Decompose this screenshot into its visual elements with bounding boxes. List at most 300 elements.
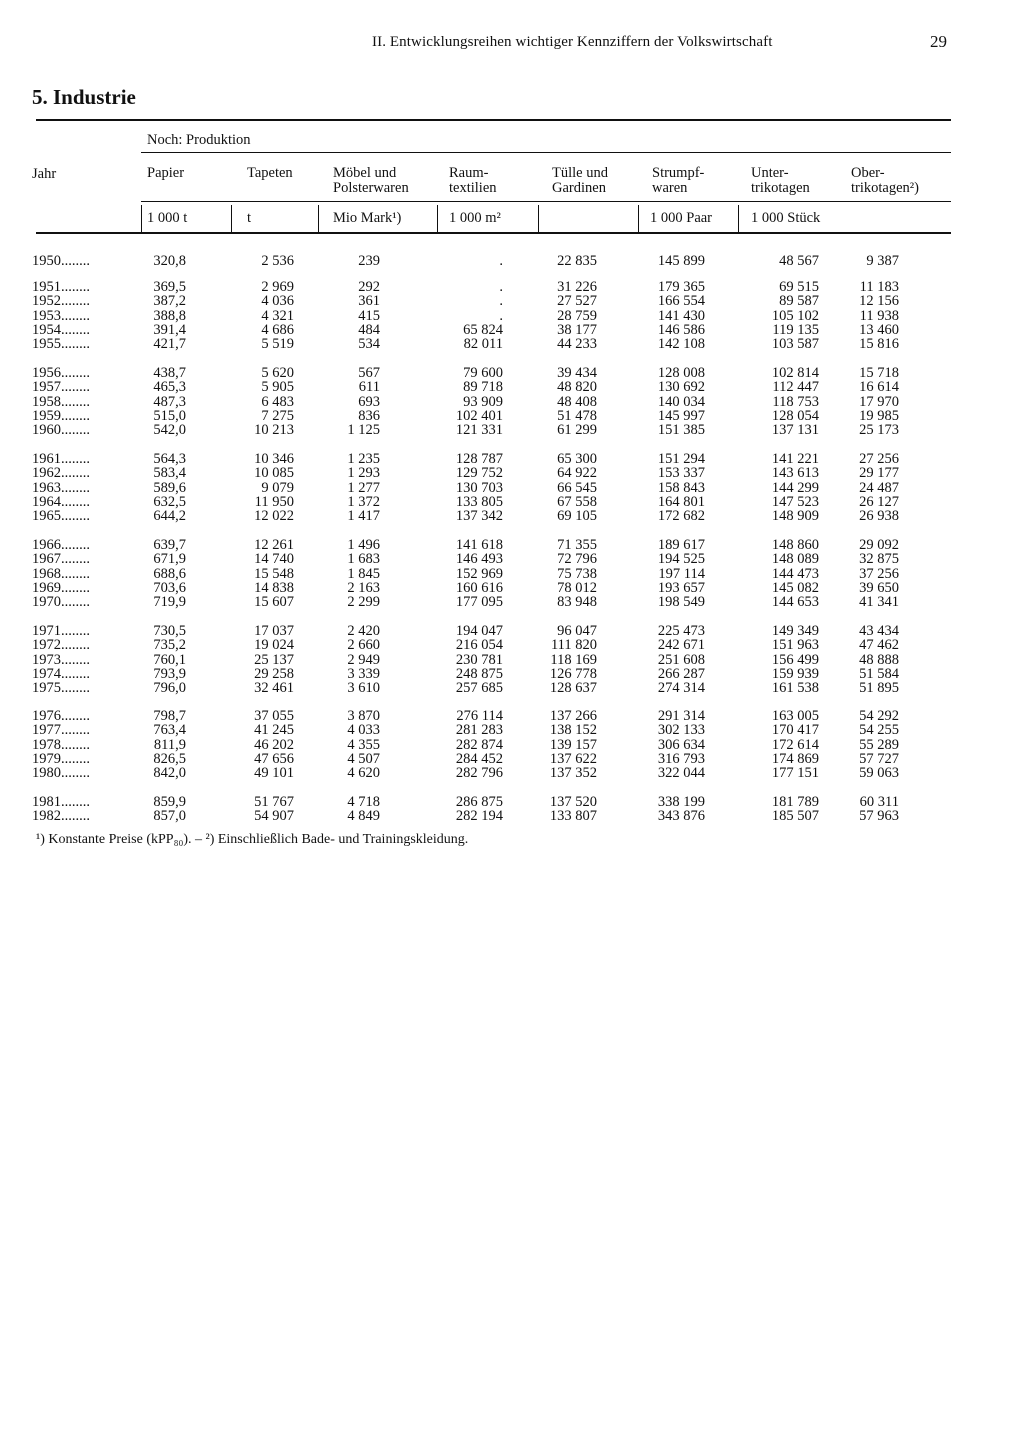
unit-strumpfwaren: 1 000 Paar bbox=[650, 210, 713, 226]
value-cell: 128 637 bbox=[549, 680, 597, 697]
value-cell: 369,5 bbox=[153, 279, 186, 295]
value-cell: 145 899 bbox=[657, 253, 705, 269]
unit-bracket-raum-right bbox=[538, 205, 539, 232]
value-cell: 151 963 bbox=[771, 637, 819, 654]
year-cell: 1982........ bbox=[32, 808, 90, 825]
value-cell: 1 845 bbox=[347, 565, 380, 582]
value-cell: 148 860 bbox=[771, 537, 819, 553]
value-cell: 12 261 bbox=[254, 537, 294, 553]
value-cell: 194 047 bbox=[455, 623, 503, 639]
value-cell: 284 452 bbox=[455, 750, 503, 767]
value-cell: 1 496 bbox=[347, 537, 380, 553]
value-cell: 564,3 bbox=[153, 451, 186, 467]
value-cell: 1 125 bbox=[347, 422, 380, 439]
value-cell: 83 948 bbox=[557, 594, 597, 611]
value-cell: 172 614 bbox=[771, 736, 819, 753]
table-row bbox=[0, 809, 1024, 823]
value-cell: 145 997 bbox=[657, 407, 705, 424]
value-cell: 194 525 bbox=[657, 551, 705, 568]
value-cell: 51 478 bbox=[557, 407, 597, 424]
value-cell: 179 365 bbox=[657, 279, 705, 295]
value-cell: 137 342 bbox=[455, 508, 503, 525]
value-cell: 61 299 bbox=[557, 422, 597, 439]
footnotes: ¹) Konstante Preise (kPP₈₀). – ²) Einschließlich Bade- und Trainingskleidung. bbox=[36, 832, 469, 847]
value-cell: 143 613 bbox=[771, 465, 819, 482]
value-cell: 130 703 bbox=[455, 479, 503, 496]
value-cell: 133 805 bbox=[455, 493, 503, 510]
value-cell: 1 235 bbox=[347, 451, 380, 467]
value-cell: 146 493 bbox=[455, 551, 503, 568]
unit-raumtextilien: 1 000 m² bbox=[449, 210, 501, 226]
value-cell: 160 616 bbox=[455, 579, 503, 596]
value-cell: 29 092 bbox=[859, 537, 899, 553]
value-cell: 89 587 bbox=[779, 293, 819, 310]
table-row bbox=[0, 766, 1024, 780]
year-cell: 1962........ bbox=[32, 465, 90, 482]
value-cell: 72 796 bbox=[557, 551, 597, 568]
value-cell: 465,3 bbox=[153, 379, 186, 396]
year-cell: 1969........ bbox=[32, 579, 90, 596]
table-row bbox=[0, 294, 1024, 308]
value-cell: 4 036 bbox=[261, 293, 294, 310]
table-row bbox=[0, 423, 1024, 437]
year-cell: 1964........ bbox=[32, 493, 90, 510]
table-row bbox=[0, 638, 1024, 652]
table-row bbox=[0, 795, 1024, 809]
value-cell: 128 008 bbox=[657, 365, 705, 381]
year-header: Jahr bbox=[32, 166, 57, 182]
value-cell: 242 671 bbox=[657, 637, 705, 654]
value-cell: 69 105 bbox=[557, 508, 597, 525]
value-cell: 6 483 bbox=[261, 393, 294, 410]
value-cell: 2 949 bbox=[347, 651, 380, 668]
value-cell: 126 778 bbox=[549, 665, 597, 682]
value-cell: 141 221 bbox=[771, 451, 819, 467]
value-cell: 55 289 bbox=[859, 736, 899, 753]
value-cell: 19 024 bbox=[254, 637, 294, 654]
year-cell: 1953........ bbox=[32, 307, 90, 324]
value-cell: 51 895 bbox=[859, 680, 899, 697]
value-cell: 10 085 bbox=[254, 465, 294, 482]
value-cell: 22 835 bbox=[557, 253, 597, 269]
year-cell: 1968........ bbox=[32, 565, 90, 582]
value-cell: 138 152 bbox=[549, 722, 597, 739]
unit-papier: 1 000 t bbox=[147, 210, 188, 226]
value-cell: 39 650 bbox=[859, 579, 899, 596]
value-cell: 282 796 bbox=[455, 765, 503, 782]
value-cell: 137 622 bbox=[549, 750, 597, 767]
value-cell: 119 135 bbox=[772, 321, 819, 338]
value-cell: 3 870 bbox=[347, 708, 380, 724]
value-cell: 688,6 bbox=[153, 565, 186, 582]
value-cell: 48 567 bbox=[779, 253, 819, 269]
header-rule bbox=[141, 201, 951, 202]
value-cell: 65 824 bbox=[463, 321, 503, 338]
value-cell: 177 095 bbox=[455, 594, 503, 611]
value-cell: 826,5 bbox=[153, 750, 186, 767]
table-row bbox=[0, 653, 1024, 667]
table-row bbox=[0, 723, 1024, 737]
value-cell: 66 545 bbox=[557, 479, 597, 496]
value-cell: 96 047 bbox=[557, 623, 597, 639]
value-cell: 5 620 bbox=[261, 365, 294, 381]
value-cell: 583,4 bbox=[153, 465, 186, 482]
units-rule bbox=[36, 232, 951, 234]
value-cell: 151 294 bbox=[657, 451, 705, 467]
value-cell: 102 401 bbox=[455, 407, 503, 424]
value-cell: 320,8 bbox=[153, 253, 186, 269]
value-cell: 174 869 bbox=[771, 750, 819, 767]
table-row bbox=[0, 409, 1024, 423]
value-cell: 286 875 bbox=[455, 794, 503, 810]
value-cell: 2 969 bbox=[261, 279, 294, 295]
table-row bbox=[0, 581, 1024, 595]
value-cell: 46 202 bbox=[254, 736, 294, 753]
value-cell: 1 683 bbox=[347, 551, 380, 568]
value-cell: 170 417 bbox=[771, 722, 819, 739]
year-cell: 1973........ bbox=[32, 651, 90, 668]
value-cell: 811,9 bbox=[153, 736, 186, 753]
value-cell: 251 608 bbox=[657, 651, 705, 668]
value-cell: 567 bbox=[358, 365, 380, 381]
value-cell: 276 114 bbox=[456, 708, 503, 724]
value-cell: 338 199 bbox=[657, 794, 705, 810]
value-cell: 388,8 bbox=[153, 307, 186, 324]
value-cell: 274 314 bbox=[657, 680, 705, 697]
value-cell: 282 194 bbox=[455, 808, 503, 825]
value-cell: 161 538 bbox=[771, 680, 819, 697]
value-cell: 671,9 bbox=[153, 551, 186, 568]
year-cell: 1950........ bbox=[32, 253, 90, 269]
value-cell: 26 938 bbox=[859, 508, 899, 525]
value-cell: 139 157 bbox=[549, 736, 597, 753]
value-cell: 25 137 bbox=[254, 651, 294, 668]
year-cell: 1966........ bbox=[32, 537, 90, 553]
table-row bbox=[0, 309, 1024, 323]
year-cell: 1970........ bbox=[32, 594, 90, 611]
table-row bbox=[0, 624, 1024, 638]
table-row bbox=[0, 452, 1024, 466]
value-cell: 266 287 bbox=[657, 665, 705, 682]
year-cell: 1972........ bbox=[32, 637, 90, 654]
value-cell: 54 907 bbox=[254, 808, 294, 825]
value-cell: . bbox=[499, 279, 503, 295]
year-cell: 1974........ bbox=[32, 665, 90, 682]
value-cell: 4 849 bbox=[347, 808, 380, 825]
year-cell: 1956........ bbox=[32, 365, 90, 381]
year-cell: 1977........ bbox=[32, 722, 90, 739]
value-cell: 57 727 bbox=[859, 750, 899, 767]
value-cell: 67 558 bbox=[557, 493, 597, 510]
value-cell: 13 460 bbox=[859, 321, 899, 338]
value-cell: 152 969 bbox=[455, 565, 503, 582]
value-cell: 10 346 bbox=[254, 451, 294, 467]
running-head: II. Entwicklungsreihen wichtiger Kennziffern der Volkswirtschaft bbox=[372, 34, 773, 50]
value-cell: 11 183 bbox=[859, 279, 899, 295]
column-header-tuelle: Tülle und Gardinen bbox=[552, 165, 608, 196]
value-cell: 79 600 bbox=[463, 365, 503, 381]
value-cell: 415 bbox=[358, 307, 380, 324]
value-cell: 32 875 bbox=[859, 551, 899, 568]
value-cell: 181 789 bbox=[771, 794, 819, 810]
value-cell: 589,6 bbox=[153, 479, 186, 496]
year-cell: 1951........ bbox=[32, 279, 90, 295]
value-cell: 118 753 bbox=[772, 393, 819, 410]
value-cell: 836 bbox=[358, 407, 380, 424]
year-cell: 1980........ bbox=[32, 765, 90, 782]
value-cell: 147 523 bbox=[771, 493, 819, 510]
table-row bbox=[0, 509, 1024, 523]
value-cell: 282 874 bbox=[455, 736, 503, 753]
value-cell: 2 163 bbox=[347, 579, 380, 596]
value-cell: 216 054 bbox=[455, 637, 503, 654]
table-row bbox=[0, 552, 1024, 566]
year-cell: 1965........ bbox=[32, 508, 90, 525]
table-row bbox=[0, 567, 1024, 581]
table-row bbox=[0, 466, 1024, 480]
value-cell: 148 909 bbox=[771, 508, 819, 525]
value-cell: 857,0 bbox=[153, 808, 186, 825]
column-header-untertrikotagen: Unter- trikotagen bbox=[751, 165, 810, 196]
value-cell: 158 843 bbox=[657, 479, 705, 496]
value-cell: 185 507 bbox=[771, 808, 819, 825]
unit-bracket-strumpf-right bbox=[738, 205, 739, 232]
value-cell: 735,2 bbox=[153, 637, 186, 654]
value-cell: 2 299 bbox=[347, 594, 380, 611]
value-cell: 291 314 bbox=[657, 708, 705, 724]
value-cell: 25 173 bbox=[859, 422, 899, 439]
value-cell: 730,5 bbox=[153, 623, 186, 639]
value-cell: 292 bbox=[358, 279, 380, 295]
value-cell: 166 554 bbox=[657, 293, 705, 310]
value-cell: 142 108 bbox=[657, 336, 705, 353]
value-cell: 144 473 bbox=[771, 565, 819, 582]
value-cell: 4 507 bbox=[347, 750, 380, 767]
year-cell: 1981........ bbox=[32, 794, 90, 810]
table-row bbox=[0, 254, 1024, 268]
value-cell: 189 617 bbox=[657, 537, 705, 553]
value-cell: 137 520 bbox=[549, 794, 597, 810]
unit-bracket-tapeten-right bbox=[318, 205, 319, 232]
value-cell: 148 089 bbox=[771, 551, 819, 568]
column-header-moebel: Möbel und Polsterwaren bbox=[333, 165, 409, 196]
value-cell: 89 718 bbox=[463, 379, 503, 396]
column-header-obertrikotagen: Ober- trikotagen²) bbox=[851, 165, 919, 196]
value-cell: 387,2 bbox=[153, 293, 186, 310]
value-cell: 421,7 bbox=[153, 336, 186, 353]
value-cell: 230 781 bbox=[455, 651, 503, 668]
value-cell: 15 816 bbox=[859, 336, 899, 353]
value-cell: 859,9 bbox=[153, 794, 186, 810]
column-header-raumtextilien: Raum- textilien bbox=[449, 165, 497, 196]
table-row bbox=[0, 709, 1024, 723]
value-cell: 31 226 bbox=[557, 279, 597, 295]
value-cell: 257 685 bbox=[455, 680, 503, 697]
value-cell: 156 499 bbox=[771, 651, 819, 668]
value-cell: 29 258 bbox=[254, 665, 294, 682]
value-cell: 130 692 bbox=[657, 379, 705, 396]
value-cell: 24 487 bbox=[859, 479, 899, 496]
value-cell: 48 408 bbox=[557, 393, 597, 410]
year-cell: 1954........ bbox=[32, 321, 90, 338]
value-cell: 4 718 bbox=[347, 794, 380, 810]
value-cell: 27 256 bbox=[859, 451, 899, 467]
value-cell: 14 838 bbox=[254, 579, 294, 596]
value-cell: 102 814 bbox=[771, 365, 819, 381]
value-cell: 60 311 bbox=[859, 794, 899, 810]
value-cell: 644,2 bbox=[153, 508, 186, 525]
value-cell: 15 607 bbox=[254, 594, 294, 611]
year-cell: 1960........ bbox=[32, 422, 90, 439]
table-row bbox=[0, 738, 1024, 752]
table-top-rule bbox=[36, 119, 951, 121]
table-row bbox=[0, 366, 1024, 380]
value-cell: 9 387 bbox=[866, 253, 899, 269]
value-cell: 43 434 bbox=[859, 623, 899, 639]
value-cell: 129 752 bbox=[455, 465, 503, 482]
value-cell: 47 462 bbox=[859, 637, 899, 654]
value-cell: 48 820 bbox=[557, 379, 597, 396]
value-cell: 12 156 bbox=[859, 293, 899, 310]
value-cell: 69 515 bbox=[779, 279, 819, 295]
value-cell: 4 620 bbox=[347, 765, 380, 782]
value-cell: 611 bbox=[358, 379, 380, 396]
value-cell: 2 536 bbox=[261, 253, 294, 269]
value-cell: 9 079 bbox=[261, 479, 294, 496]
value-cell: 719,9 bbox=[153, 594, 186, 611]
value-cell: 144 653 bbox=[771, 594, 819, 611]
value-cell: 4 033 bbox=[347, 722, 380, 739]
value-cell: 5 519 bbox=[261, 336, 294, 353]
value-cell: 7 275 bbox=[261, 407, 294, 424]
value-cell: 149 349 bbox=[771, 623, 819, 639]
value-cell: 487,3 bbox=[153, 393, 186, 410]
value-cell: 703,6 bbox=[153, 579, 186, 596]
column-header-papier: Papier bbox=[147, 165, 185, 181]
value-cell: 71 355 bbox=[557, 537, 597, 553]
value-cell: 693 bbox=[358, 393, 380, 410]
year-cell: 1979........ bbox=[32, 750, 90, 767]
value-cell: . bbox=[499, 293, 503, 310]
value-cell: 198 549 bbox=[657, 594, 705, 611]
value-cell: 140 034 bbox=[657, 393, 705, 410]
value-cell: 1 372 bbox=[347, 493, 380, 510]
value-cell: 164 801 bbox=[657, 493, 705, 510]
value-cell: 193 657 bbox=[657, 579, 705, 596]
unit-bracket-moebel-right bbox=[437, 205, 438, 232]
table-row bbox=[0, 380, 1024, 394]
year-cell: 1963........ bbox=[32, 479, 90, 496]
value-cell: 177 151 bbox=[771, 765, 819, 782]
value-cell: 54 292 bbox=[859, 708, 899, 724]
value-cell: . bbox=[499, 253, 503, 269]
value-cell: 137 131 bbox=[771, 422, 819, 439]
value-cell: 51 584 bbox=[859, 665, 899, 682]
value-cell: 534 bbox=[358, 336, 380, 353]
year-cell: 1967........ bbox=[32, 551, 90, 568]
value-cell: 1 293 bbox=[347, 465, 380, 482]
value-cell: 2 660 bbox=[347, 637, 380, 654]
value-cell: 141 430 bbox=[657, 307, 705, 324]
value-cell: 111 820 bbox=[550, 637, 597, 654]
value-cell: 515,0 bbox=[153, 407, 186, 424]
value-cell: 26 127 bbox=[859, 493, 899, 510]
value-cell: 121 331 bbox=[455, 422, 503, 439]
value-cell: 248 875 bbox=[455, 665, 503, 682]
value-cell: 144 299 bbox=[771, 479, 819, 496]
value-cell: 37 055 bbox=[254, 708, 294, 724]
value-cell: 78 012 bbox=[557, 579, 597, 596]
value-cell: 64 922 bbox=[557, 465, 597, 482]
value-cell: 17 970 bbox=[859, 393, 899, 410]
column-header-strumpfwaren: Strumpf- waren bbox=[652, 165, 705, 196]
year-cell: 1971........ bbox=[32, 623, 90, 639]
table-row bbox=[0, 538, 1024, 552]
table-row bbox=[0, 495, 1024, 509]
value-cell: 153 337 bbox=[657, 465, 705, 482]
unit-bracket-tapeten-left bbox=[231, 205, 232, 232]
value-cell: 32 461 bbox=[254, 680, 294, 697]
value-cell: 146 586 bbox=[657, 321, 705, 338]
value-cell: 302 133 bbox=[657, 722, 705, 739]
value-cell: 103 587 bbox=[771, 336, 819, 353]
value-cell: 225 473 bbox=[657, 623, 705, 639]
value-cell: 105 102 bbox=[771, 307, 819, 324]
value-cell: 15 548 bbox=[254, 565, 294, 582]
value-cell: 796,0 bbox=[153, 680, 186, 697]
value-cell: 484 bbox=[358, 321, 380, 338]
value-cell: 41 245 bbox=[254, 722, 294, 739]
value-cell: 281 283 bbox=[455, 722, 503, 739]
year-cell: 1961........ bbox=[32, 451, 90, 467]
value-cell: 19 985 bbox=[859, 407, 899, 424]
value-cell: 763,4 bbox=[153, 722, 186, 739]
value-cell: 4 355 bbox=[347, 736, 380, 753]
value-cell: 151 385 bbox=[657, 422, 705, 439]
value-cell: 12 022 bbox=[254, 508, 294, 525]
group-header: Noch: Produktion bbox=[147, 132, 251, 148]
column-header-tapeten: Tapeten bbox=[247, 165, 293, 181]
value-cell: 145 082 bbox=[771, 579, 819, 596]
unit-untertrikotagen: 1 000 Stück bbox=[751, 210, 821, 226]
value-cell: 391,4 bbox=[153, 321, 186, 338]
value-cell: 51 767 bbox=[254, 794, 294, 810]
value-cell: 1 417 bbox=[347, 508, 380, 525]
value-cell: 2 420 bbox=[347, 623, 380, 639]
unit-bracket-tuelle-right bbox=[638, 205, 639, 232]
section-title: 5. Industrie bbox=[32, 85, 136, 109]
value-cell: 361 bbox=[358, 293, 380, 310]
value-cell: 639,7 bbox=[153, 537, 186, 553]
value-cell: . bbox=[499, 307, 503, 324]
value-cell: 632,5 bbox=[153, 493, 186, 510]
value-cell: 39 434 bbox=[557, 365, 597, 381]
year-cell: 1975........ bbox=[32, 680, 90, 697]
value-cell: 159 939 bbox=[771, 665, 819, 682]
unit-moebel: Mio Mark¹) bbox=[333, 210, 402, 226]
value-cell: 14 740 bbox=[254, 551, 294, 568]
value-cell: 118 169 bbox=[550, 651, 597, 668]
unit-bracket-papier-left bbox=[141, 205, 142, 232]
value-cell: 798,7 bbox=[153, 708, 186, 724]
value-cell: 82 011 bbox=[463, 336, 503, 353]
value-cell: 4 321 bbox=[261, 307, 294, 324]
table-row bbox=[0, 595, 1024, 609]
value-cell: 28 759 bbox=[557, 307, 597, 324]
value-cell: 59 063 bbox=[859, 765, 899, 782]
page-number: 29 bbox=[930, 32, 947, 51]
value-cell: 11 938 bbox=[859, 307, 899, 324]
